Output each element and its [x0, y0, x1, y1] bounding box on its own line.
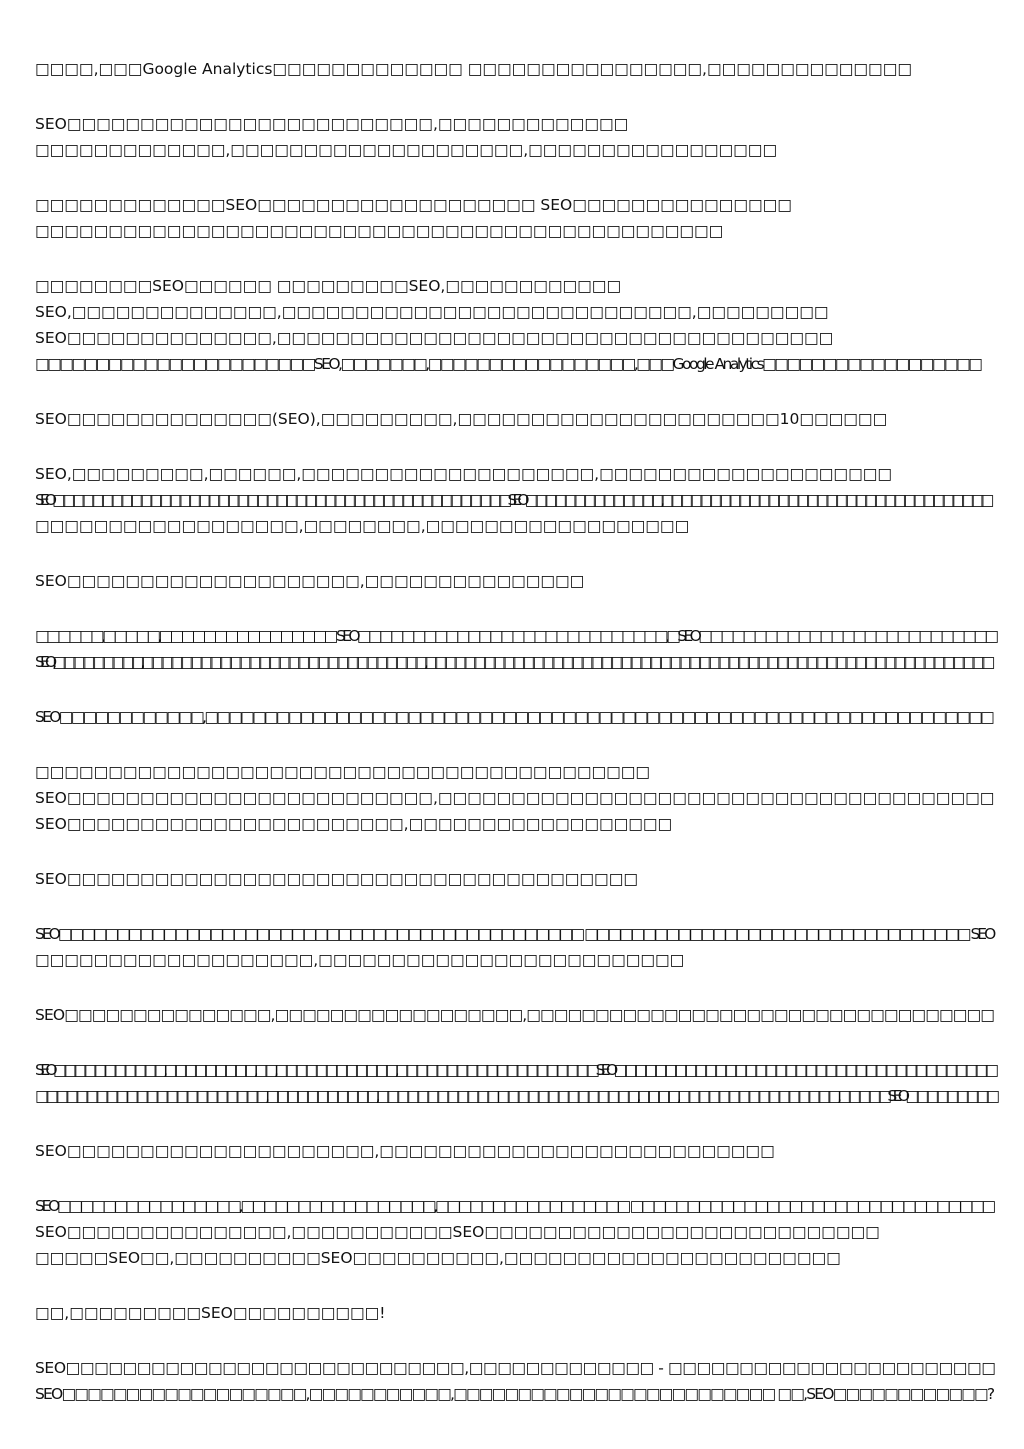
text-line: □□□□□□□□□□□□□,□□□□□□□□□□□□□□□□□□□□,□□□□□□□□□□□□□□□□□	[35, 141, 778, 159]
text-line: SEO□□□□□□□□□□□□□□□□□□□□□□□□□,□□□□□□□□□□□□□□□□□□□□□□□□□□□□□□□□□□□□□□	[35, 789, 995, 807]
paragraph	[35, 866, 995, 892]
text-line: □□□□□□□□□□□□□SEO□□□□□□□□□□□□□□□□□□□ SEO□□□□□□□□□□□□□□□	[35, 196, 792, 214]
paragraph	[35, 1002, 995, 1028]
text-line: SEO□□□□□□□□□□□□□□(SEO),□□□□□□□□□,□□□□□□□□□□□□□□□□□□□□□□10□□□□□□	[35, 410, 888, 428]
paragraph	[35, 192, 995, 244]
text-line: SEO□□□□□□□□□□□□□□□□□□□□□□□□□□□□□□□□□□□□□□□□□□□□□□□ SEO□□□□□□□□□□□□□□,□□□□□□□□□□□□□□□□□□□□□□□□□□□□□□□□□□	[35, 491, 990, 509]
paragraph	[35, 406, 995, 432]
paragraph	[35, 461, 995, 539]
text-line: SEO□□□□□□□□□□□□□□□□□□□□□□□□□□□□□□□□□□□□□□□	[35, 870, 638, 888]
text-line: □□□□□□,□□□□□,□□□□□□□□□□□□□□□□ SEO□□□□□□□□□□□□□□□□□□□□□□□□□□□□,□SEO□□□□□□□□□□□□□□□□□□□□□□□□□□□	[35, 627, 996, 645]
text-line: SEO□□□□□□□□□□□,□□□□□□□□□,□□,□□□□□□□□□□□□,□□□□□□□□□□□□□□□□□□□□ SEO□□□□□□□□□□□□□□□□□□□□□□□□□□□□□□□□□□□□□□	[35, 1061, 995, 1079]
paragraph	[35, 1193, 995, 1271]
paragraph	[35, 273, 995, 377]
text-line: □□□□,□□□Google Analytics□□□□□□□□□□□□□ □□□□□□□□□□□□□□□□,□□□□□□□□□□□□□□	[35, 60, 912, 78]
text-line: SEO□□□□□□□□□□□□□□□□□□□□□□□□□□□□□□□□□□□□□□□□□□□□□ □□□□□□□□□□□□□□□□□□□□□□□□□□□□□□□□□ SEO	[35, 925, 994, 943]
text-line: SEO□□□□□□□□□□□□□□□□□□□□□□□□□,□□□□□□□□□□□□□	[35, 115, 629, 133]
paragraph	[35, 1138, 995, 1164]
text-line: SEO□□□□□□□□□□□□□□□,□□□□□□□□□□□□□□□□□□,□□□□□□□□□□□□□□□□□□□□□□□□□□□□□□□□□□	[35, 1006, 994, 1024]
paragraph	[35, 623, 995, 675]
text-line: SEO□□□□□□□□□□□□□□□□□□□,□□□□□□□□□□□,□□□□□□□□□□□□□□□□□□□□□□□□□ □□,SEO□□□□□□□□□□□□?	[35, 1385, 994, 1403]
paragraph	[35, 704, 995, 730]
paragraph	[35, 56, 995, 82]
text-line: □□□□□SEO□□,□□□□□□□□□□SEO□□□□□□□□□□,□□□□□□□□□□□□□□□□□□□□□□□	[35, 1249, 841, 1267]
paragraph	[35, 1355, 995, 1407]
document-body	[35, 56, 995, 1436]
text-line: □□□□□□□□□□□□□□□□□□□□□□□,□□□□□□□□□□□,□□□□□□□□□□□□ □□□□□□□□□□□□□□,□□□□,□□□□□□□□□□□□□□□□,□□□□□SEO□□□□□□□□□	[35, 1087, 996, 1105]
text-line: SEO□□□□□□□□□□□□□□□,□□□□□□□□□□□SEO□□□□□□□□□□□□□□□□□□□□□□□□□□□	[35, 1223, 880, 1241]
text-line: SEO□□□□□□□□□□□□□□□□□□□□□,□□□□□□□□□□□□□□□□□□□□□□□□□□□	[35, 1142, 775, 1160]
text-line: SEO,□□□□□□□□□,□□□□□□,□□□□□□□□□□□□□□□□□□□□,□□□□□□□□□□□□□□□□□□□□	[35, 465, 893, 483]
text-line: □□□□□□□□□□□□□□□□□□□,□□□□□□□□□□□□□□□□□□□□□□□□□	[35, 951, 685, 969]
text-line: □□□□□□□□SEO□□□□□□ □□□□□□□□□SEO,□□□□□□□□□□□□	[35, 277, 622, 295]
text-line: SEO□□□□□□□□□□□□□□□□,□□□□□□□□□□□□□□□□□,□□□□□□□□□□□□□□□□□ □□□□□□□□□□□□□□□□□□□□□□□□□□□□□□□□	[35, 1197, 993, 1215]
paragraph	[35, 568, 995, 594]
paragraph	[35, 921, 995, 973]
text-line: □□□□□□□□□□□□□□□□□□□□□□□□□□□□□□□□□□□□□□□□□□□□□□□	[35, 222, 724, 240]
paragraph	[35, 111, 995, 163]
text-line: SEO,□□□□□□□□□□□□□□,□□□□□□□□□□□□□□□□□□□□□□□□□□□□,□□□□□□□□□	[35, 303, 829, 321]
text-line: □□□□□□□□□□□□□□□□□□□□□□□□□□□□□□□□□□□□□□□□□□	[35, 763, 651, 781]
text-line: SEO,□□□□□□□□□,□□□□□□□□□□□□□□□□□□□□□□□□□□□□□,□□□□□□□□□□□□□□□□□□□□□ □□□□□□□□□□□□□□□□□□□□□□□□□□□□□□□□□□□□□	[35, 653, 991, 671]
text-line: SEO□□□□□□□□□□□□□□□□□□□□,□□□□□□□□□□□□□□□	[35, 572, 585, 590]
text-line: □□□□□□□□□□□□□□□□□□□□□□□SEO,□□□□□□□,□□□□□□□□□□□□□□□□□,□□□Google Analytics□□□□□□□□□□□□□□□□□□	[35, 355, 981, 373]
text-line: □□,□□□□□□□□□SEO□□□□□□□□□□!	[35, 1304, 386, 1322]
text-line: □□□□□□□□□□□□□□□□□□,□□□□□□□□,□□□□□□□□□□□□□□□□□□	[35, 517, 690, 535]
text-line: SEO□□□□□□□□□□□□□□□□□□□□□□□□□□□□,□□□□□□□□□□□□□ - □□□□□□□□□□□□□□□□□□□□□□□	[35, 1359, 996, 1377]
text-line: SEO□□□□□□□□□□□□□□□□□□□□□□□,□□□□□□□□□□□□□□□□□□	[35, 815, 673, 833]
text-line: SEO□□□□□□□□□□□□,□□□□□□□□□□□□□□□□□□□□□□□□□□□□□□□□□□□□□□□□□□□□□□□□□□□□□□□□□□□□□□□□□□	[35, 708, 993, 726]
paragraph	[35, 1300, 995, 1326]
text-line: SEO□□□□□□□□□□□□□□,□□□□□□□□□□□□□□□□□□□□□□□□□□□□□□□□□□□□□□	[35, 329, 834, 347]
paragraph	[35, 759, 995, 837]
paragraph	[35, 1057, 995, 1109]
